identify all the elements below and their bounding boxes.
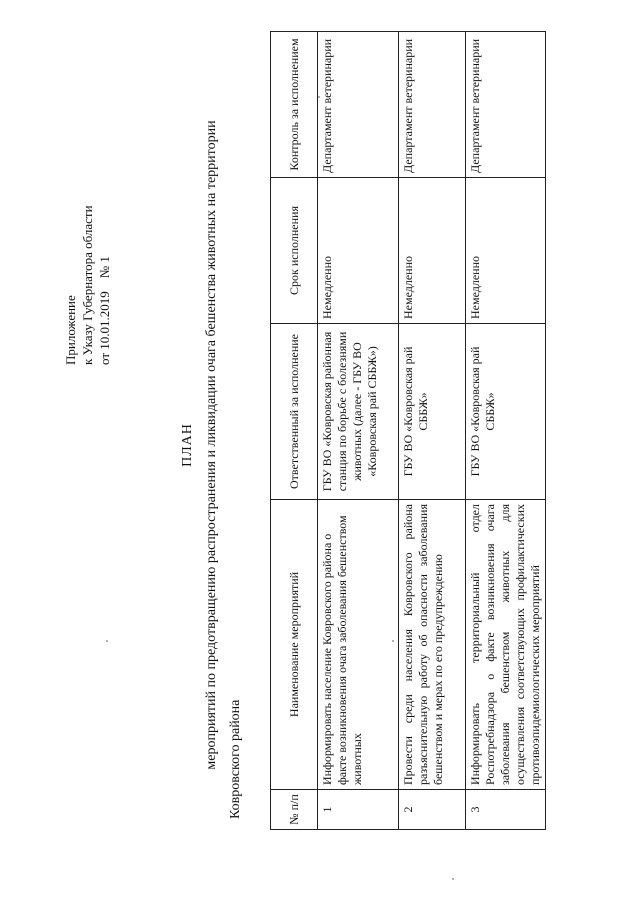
number-prefix: № <box>97 265 112 279</box>
appendix-label: Приложение <box>63 295 78 365</box>
plan-table <box>270 31 546 830</box>
row-num: 2 <box>399 790 466 830</box>
appendix-date-line <box>96 45 113 365</box>
row-num: 3 <box>466 790 546 830</box>
header-num: № п/п <box>271 790 318 830</box>
header-name: Наименование мероприятий <box>271 500 318 790</box>
header-control: Контроль за исполнением <box>271 32 318 178</box>
table-row <box>466 32 546 830</box>
row-control: Департамент ветеринарии <box>318 32 399 178</box>
scan-speck <box>392 640 394 642</box>
plan-title: ПЛАН <box>180 423 195 467</box>
scan-speck <box>106 640 108 642</box>
row-deadline: Немедленно <box>466 178 546 324</box>
header-deadline: Срок исполнения <box>271 178 318 324</box>
table-header-row <box>271 32 318 830</box>
scan-speck <box>452 878 454 880</box>
row-responsible: ГБУ ВО «Ковровская рай СББЖ» <box>399 324 466 500</box>
row-name: Информировать территориальный отдел Роспотребнадзора о факте возникновения очага заболевания бешенством животных для осуществления соответствующих профилактических противоэпидемиологических мероприятий <box>466 500 546 790</box>
row-responsible: ГБУ ВО «Ковровская рай СББЖ» <box>466 324 546 500</box>
row-num: 1 <box>318 790 399 830</box>
plan-subtitle-line2: Ковровского района <box>228 699 243 819</box>
date-value: 10.01.2019 <box>97 291 112 350</box>
header-responsible: Ответственный за исполнение <box>271 324 318 500</box>
number-value: 1 <box>97 256 112 263</box>
row-control: Департамент ветеринарии <box>466 32 546 178</box>
row-name: Провести среди населения Ковровского района разъяснительную работу об опасности заболевания бешенством и мерах по его предупреждению <box>399 500 466 790</box>
date-prefix: от <box>97 352 112 365</box>
appendix-block <box>62 45 113 365</box>
row-control: Департамент ветеринарии <box>399 32 466 178</box>
plan-subtitle-line1: мероприятий по предотвращению распространения и ликвидации очага бешенства животных на территории <box>204 120 219 770</box>
table-row <box>318 32 399 830</box>
table-row <box>399 32 466 830</box>
row-name: Информировать население Ковровского района о факте возникновения очага заболевания бешенством животных <box>318 500 399 790</box>
row-responsible: ГБУ ВО «Ковровская районная станция по борьбе с болезнями животных (далее - ГБУ ВО «Ковровская рай СББЖ») <box>318 324 399 500</box>
appendix-decree-ref: к Указу Губернатора области <box>80 205 95 365</box>
row-deadline: Немедленно <box>318 178 399 324</box>
row-deadline: Немедленно <box>399 178 466 324</box>
plan-heading <box>176 65 248 825</box>
scan-speck <box>318 96 320 98</box>
